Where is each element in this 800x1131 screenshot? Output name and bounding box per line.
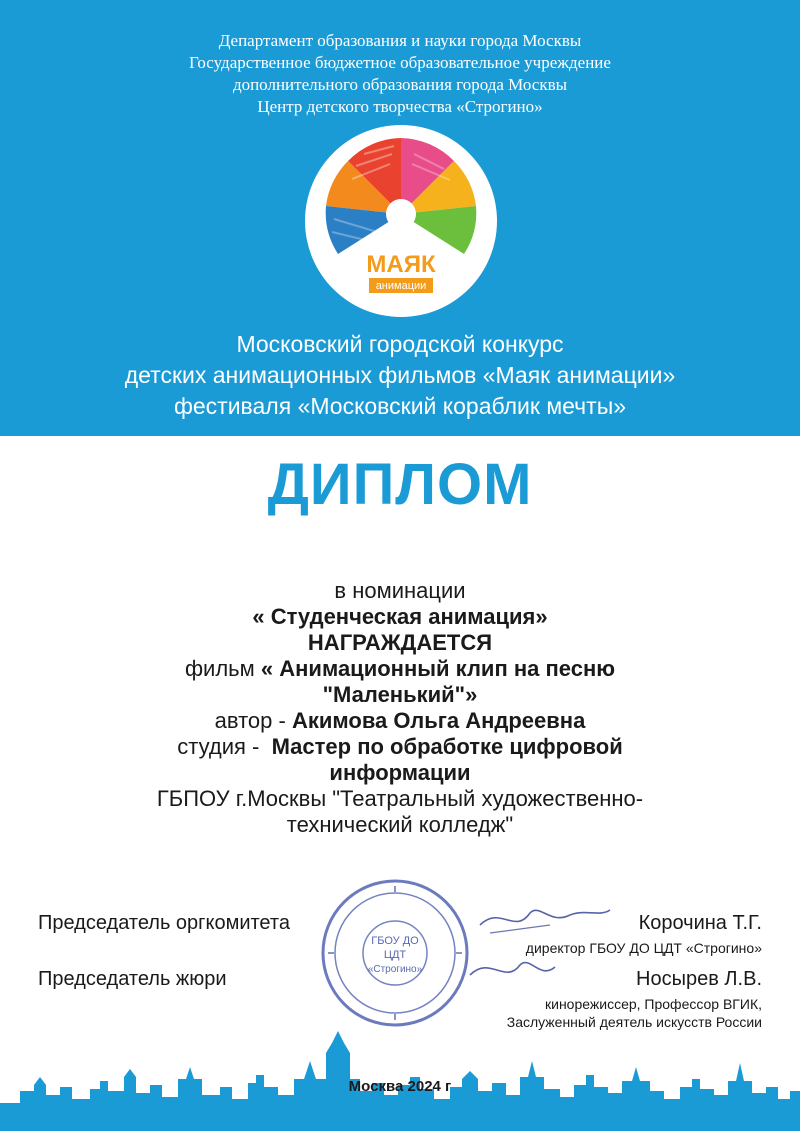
organization-block: [0, 30, 800, 118]
moscow-skyline: [0, 991, 800, 1131]
chair-jury-label: Председатель жюри: [38, 968, 227, 990]
author-name: Акимова Ольга Андреевна: [291, 708, 586, 733]
film-prefix: фильм: [184, 656, 255, 681]
studio-line: [100, 734, 700, 760]
studio-name-cont: информации: [329, 760, 471, 785]
author-line: [100, 708, 700, 734]
nomination-name: « Студенческая анимация»: [252, 604, 548, 629]
city-year: Москва 2024 г: [348, 1078, 452, 1095]
logo-title: МАЯК: [366, 251, 436, 278]
studio-prefix: студия -: [177, 734, 260, 759]
chair-org-label: Председатель оргкомитета: [38, 912, 290, 934]
studio-name: Мастер по обработке цифровой: [271, 734, 623, 759]
film-title: « Анимационный клип на песню: [260, 656, 616, 681]
header-band: [0, 0, 800, 436]
institution-line-cont: технический колледж": [286, 812, 514, 837]
award-text: [100, 578, 700, 838]
contest-line: фестиваля «Московский кораблик мечты»: [173, 393, 627, 419]
contest-block: [0, 329, 800, 422]
contest-line: детских анимационных фильмов «Маяк анимации»: [124, 362, 676, 388]
logo-subtitle: анимации: [375, 280, 427, 292]
institution-line: ГБПОУ г.Москвы "Театральный художественно-: [156, 786, 644, 811]
film-line: [100, 656, 700, 682]
org-line: Департамент образования и науки города Москвы: [218, 31, 582, 50]
org-line: Государственное бюджетное образовательное учреждение: [189, 53, 611, 72]
chair-jury-role-cont: Заслуженный деятель искусств России: [506, 1014, 762, 1030]
awarded-label: НАГРАЖДАЕТСЯ: [307, 630, 493, 655]
festival-logo: [304, 124, 498, 318]
chair-org-name: Корочина Т.Г.: [638, 912, 762, 934]
film-title-cont: "Маленький"»: [322, 682, 478, 707]
nomination-prefix: в номинации: [334, 578, 466, 603]
org-line: дополнительного образования города Москвы: [232, 75, 568, 94]
chair-jury-name: Носырев Л.В.: [636, 968, 762, 990]
diploma-title: ДИПЛОМ: [267, 452, 533, 517]
chair-jury-role: кинорежиссер, Профессор ВГИК,: [545, 996, 762, 1012]
chair-org-role: директор ГБОУ ДО ЦДТ «Строгино»: [525, 940, 762, 956]
contest-line: Московский городской конкурс: [236, 331, 564, 357]
stamp-line: «Строгино»: [367, 964, 423, 975]
org-line: Центр детского творчества «Строгино»: [257, 97, 543, 116]
stamp-line: ЦДТ: [383, 949, 407, 961]
author-prefix: автор -: [214, 708, 286, 733]
stamp-line: ГБОУ ДО: [371, 935, 419, 947]
